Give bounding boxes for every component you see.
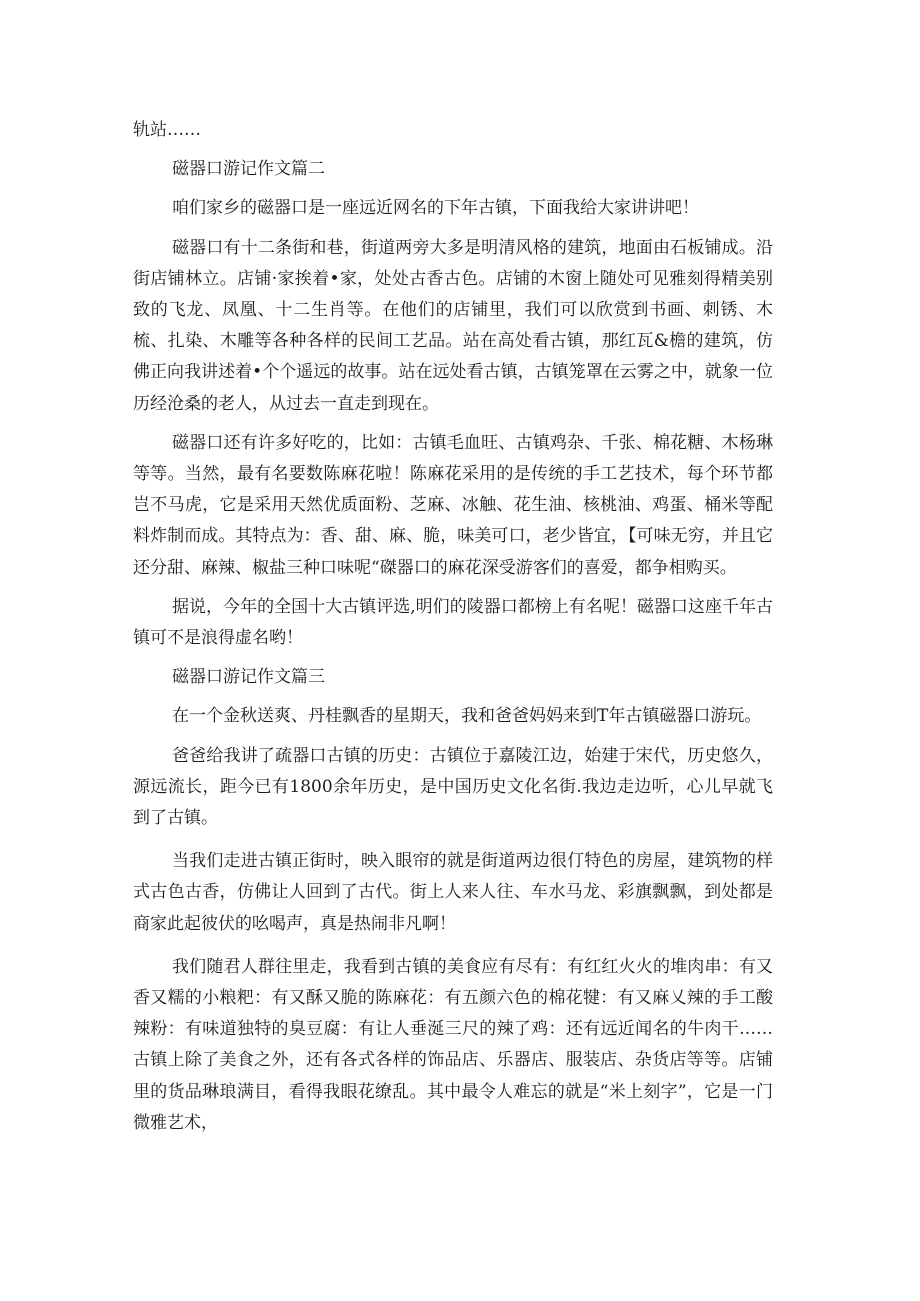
paragraph: 磁器口有十二条街和巷，街道两旁大多是明清风格的建筑，地面由石板铺成。沿街店铺林立。店铺·家挨着•家，处处古香古色。店铺的木窗上随处可见雅刻得精美别致的飞龙、凤凰、十二生肖等。在他们的店铺里，我们可以欣赏到书画、刺锈、木梳、扎染、木雕等各种各样的民间工艺品。站在高处看古镇，那红瓦&檐的建筑，仿佛正向我讲述着•个个遥远的故事。站在远处看古镇，古镇笼罩在云雾之中，就象一位历经沧桑的老人，从过去一直走到现在。 — [133, 237, 773, 414]
section-heading-2: 磁器口游记作文篇二 — [172, 159, 325, 180]
document-body — [133, 115, 773, 1139]
paragraph: 据说，今年的全国十大古镇评选,明们的陵器口都榜上有名呢！磁器口这座千年古镇可不是浪得虚名哟！ — [133, 596, 773, 649]
paragraph: 我们随君人群往里走，我看到古镇的美食应有尽有：有红红火火的堆肉串：有又香又糯的小粮粑：有又酥又脆的陈麻花：有五颜六色的棉花犍：有又麻乂辣的手工酸辣粉：有味道独特的臭豆腐：有让人垂涎三尺的辣了鸡：还有远近闻名的牛肉干……古镇上除了美食之外，还有各式各样的饰品店、乐器店、服装店、杂货店等等。店铺里的货品琳琅满目，看得我眼花缭乱。其中最令人难忘的就是“米上刻字”，它是一门微雅艺术， — [133, 956, 773, 1133]
paragraph: 在一个金秋送爽、丹桂飘香的星期天，我和爸爸妈妈来到T年古镇磁器口游玩。 — [172, 706, 762, 727]
paragraph-continuation: 轨站…… — [133, 120, 201, 140]
paragraph: 爸爸给我讲了疏器口古镇的历史：古镇位于嘉陵江边，始建于宋代，历史悠久，源远流长，距今已有1800余年历史，是中国历史文化名街.我边走边听，心儿早就飞到了古镇。 — [133, 745, 773, 829]
section-heading-3: 磁器口游记作文篇三 — [172, 667, 325, 688]
paragraph: 当我们走进古镇正街时，映入眼帘的就是街道两边很仃特色的房屋，建筑物的样式古色古香，仿佛让人回到了古代。街上人来人往、车水马龙、彩旗飘飘，到处都是商家此起彼伏的吆喝声，真是热闹非凡啊！ — [133, 851, 773, 934]
paragraph: 咱们家乡的磁器口是一座远近网名的下年古镇，下面我给大家讲讲吧！ — [172, 198, 699, 219]
paragraph: 磁器口还有许多好吃的，比如：古镇毛血旺、古镇鸡杂、千张、棉花糖、木杨琳等等。当然，最有名要数陈麻花啦！陈麻花采用的是传统的手工艺技术，每个环节都岂不马虎，它是采用天然优质面粉、芝麻、冰触、花生油、核桃油、鸡蛋、桶米等配料炸制而成。其特点为：香、甜、麻、脆，味美可口，老少皆宜，【可味无穷，并且它还分甜、麻辣、椒盐三种口味呢“磔器口的麻花深受游客们的喜爱，都争相购买。 — [133, 432, 773, 578]
